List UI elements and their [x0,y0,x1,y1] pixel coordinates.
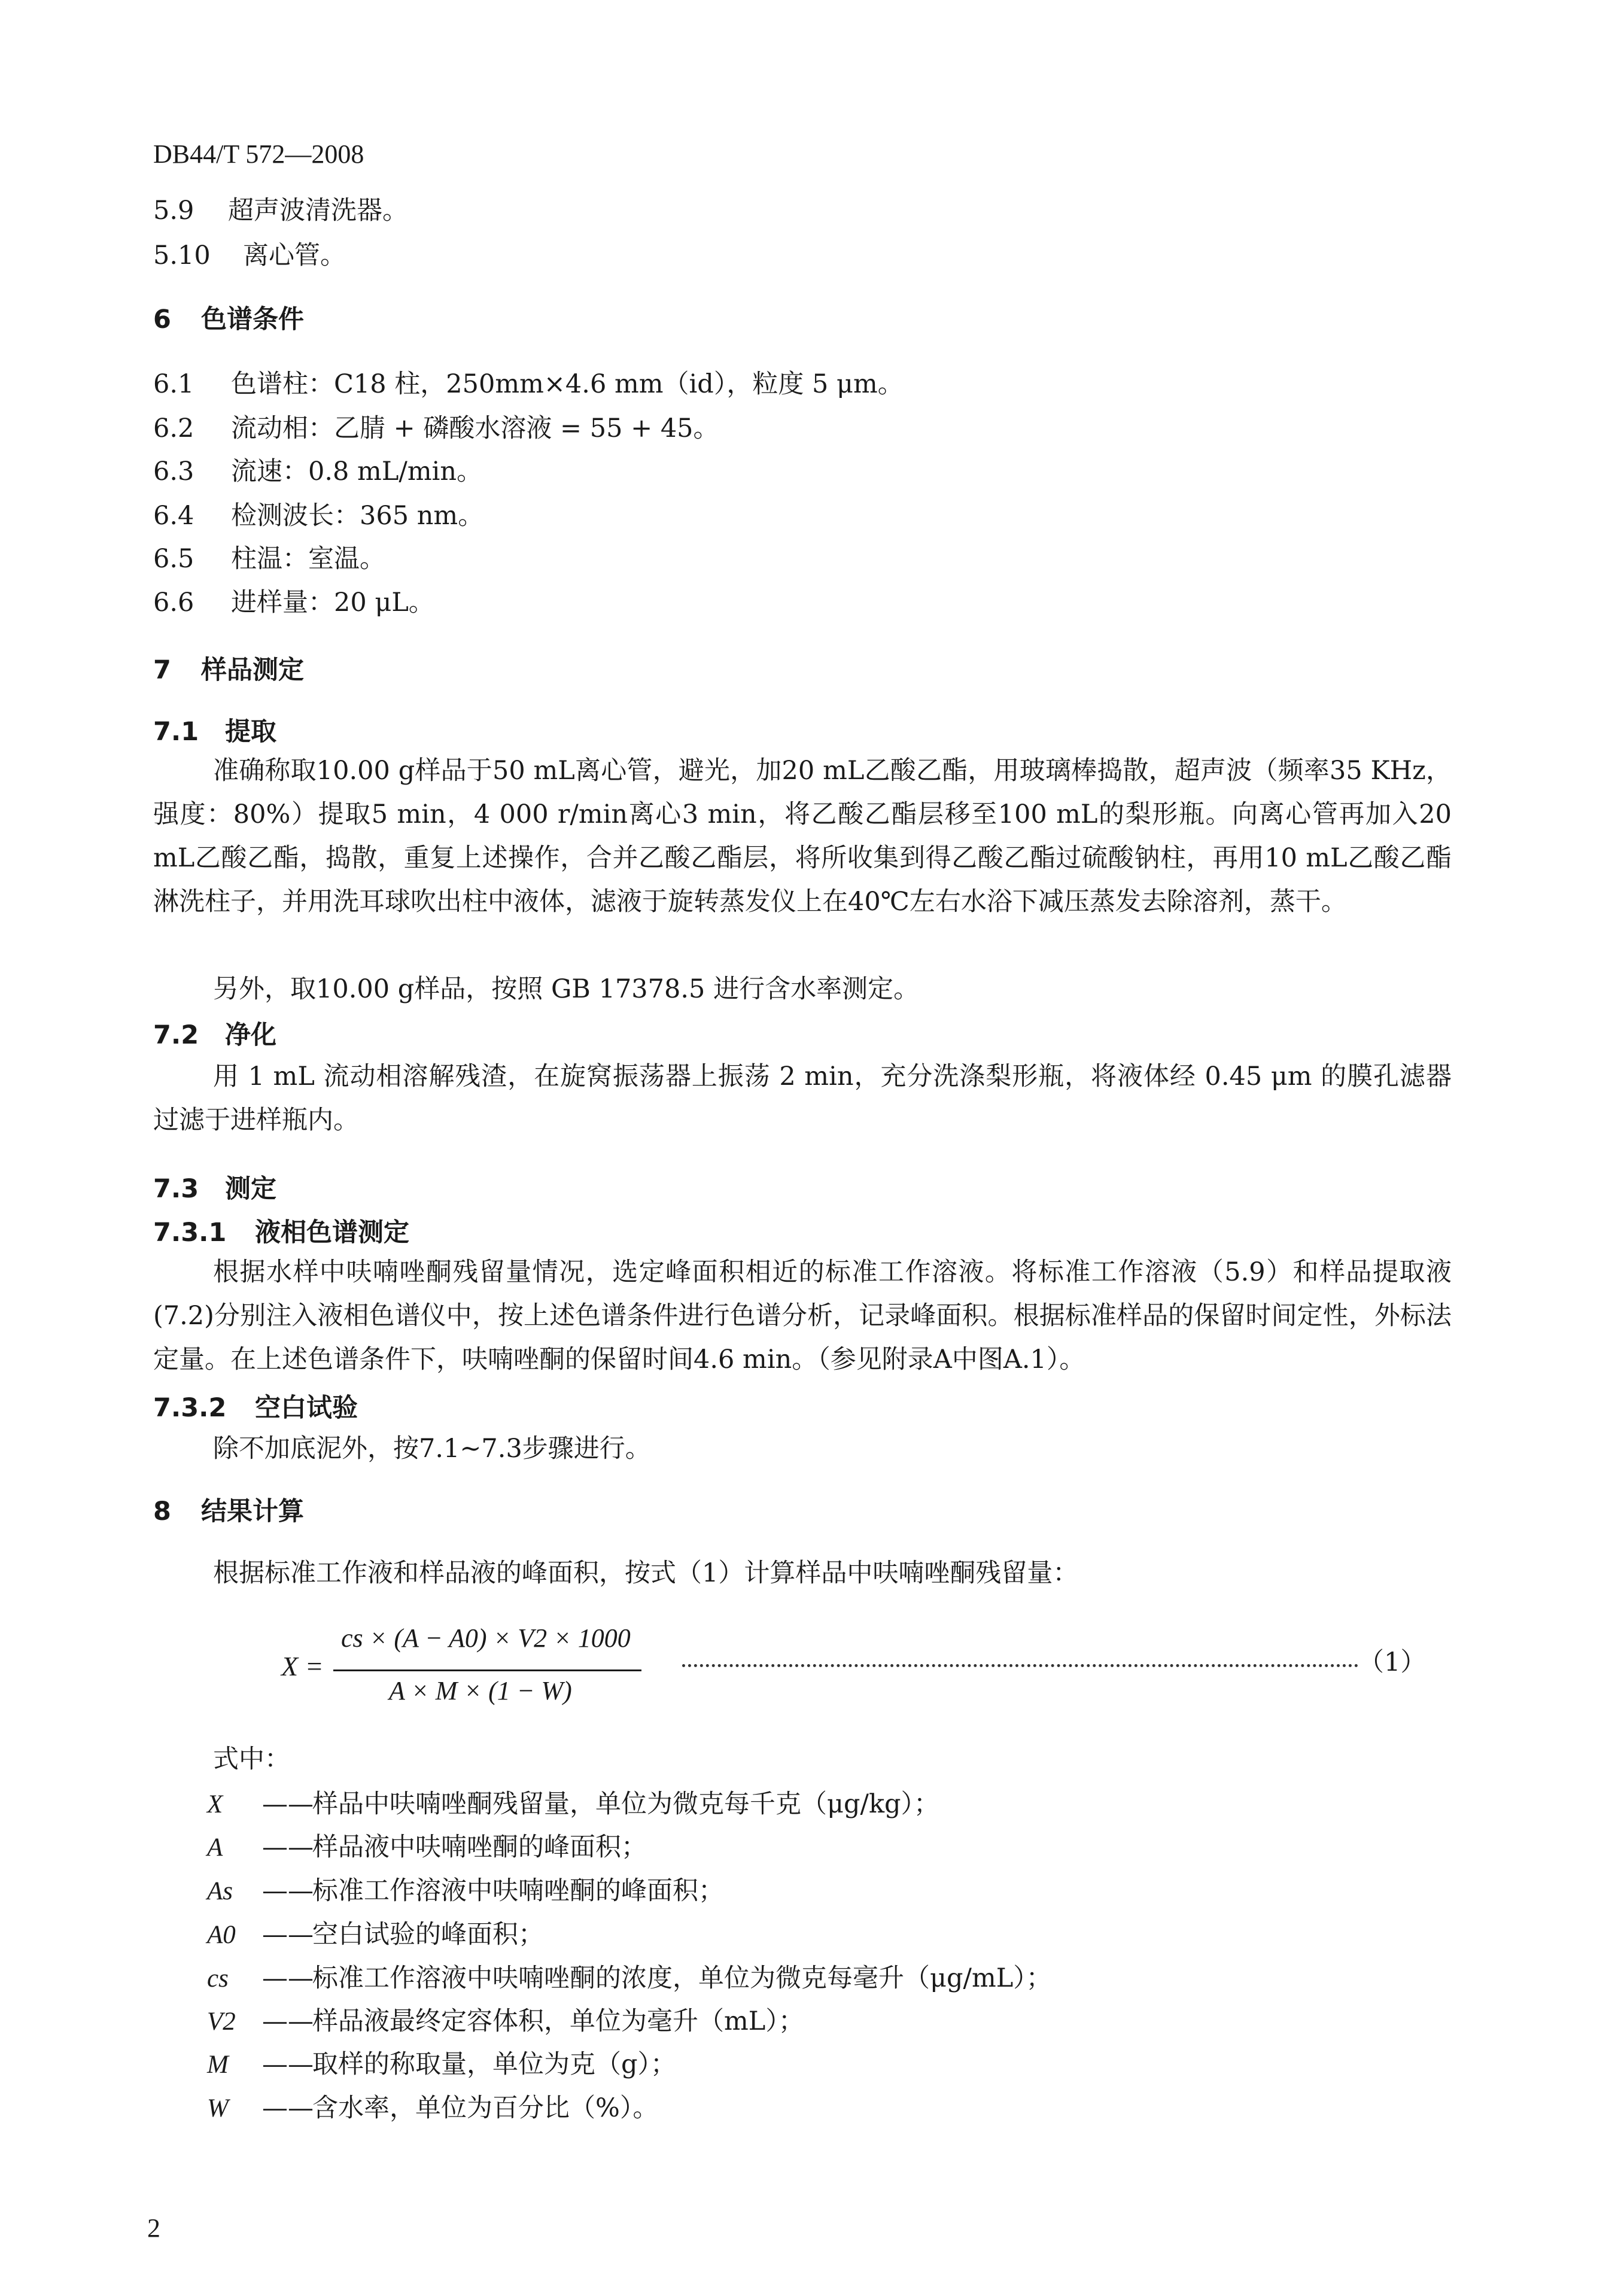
subsection-number: 7.3.2 [153,1393,227,1423]
symbol: A0 [207,1921,236,1949]
symbol: X [207,1790,223,1818]
formula-numerator: cs × (A − A0) × V2 × 1000 [341,1623,631,1653]
fraction-line [333,1669,641,1671]
subsection-heading [153,1215,409,1251]
item-text: 柱温：室温。 [231,544,385,574]
item-text: 离心管。 [243,241,346,270]
definition-text: 样品液中呋喃唑酮的峰面积； [312,1832,647,1862]
dash: —— [262,2006,314,2036]
dash: —— [262,2049,314,2079]
subsection-number: 7.1 [153,717,199,747]
section-number: 7 [153,655,171,685]
subsection-title: 液相色谱测定 [255,1218,409,1248]
definition-item [207,1917,544,1953]
document-header: DB44/T 572—2008 [153,139,364,169]
dash: —— [262,1789,314,1819]
symbol: M [207,2051,229,2079]
subsection-title: 提取 [225,717,276,747]
dash: —— [262,1832,314,1862]
symbol: As [207,1877,233,1905]
item-number: 6.6 [153,588,194,618]
item-number: 6.1 [153,369,194,399]
formula-denominator: A × M × (1 − W) [389,1676,572,1705]
subsection-number: 7.3 [153,1174,199,1204]
definition-item [207,1960,1052,1997]
list-item [153,193,408,229]
definition-text: 样品中呋喃唑酮残留量，单位为微克每千克（μg/kg）； [312,1789,940,1819]
formula-lhs: X = [281,1651,324,1681]
item-text: 检测波长：365 nm。 [231,501,484,531]
equation-number: （1） [1358,1647,1426,1677]
item-number: 5.9 [153,196,194,226]
section-number: 8 [153,1497,171,1526]
definition-item [207,2003,804,2040]
paragraph: 根据标准工作液和样品液的峰面积，按式（1）计算样品中呋喃唑酮残留量： [213,1558,1079,1588]
item-text: 色谱柱：C18 柱，250mm×4.6 mm（id），粒度 5 μm。 [231,369,904,399]
item-number: 6.2 [153,413,194,443]
paragraph: 用 1 mL 流动相溶解残渣，在旋窝振荡器上振荡 2 min，充分洗涤梨形瓶，将液体经 0.45 μm 的膜孔滤器过滤于进样瓶内。 [153,1062,1452,1135]
definition-text: 样品液最终定容体积，单位为毫升（mL）； [312,2006,804,2036]
dash: —— [262,1920,314,1950]
list-item [153,410,719,446]
dot-leader [682,1650,1358,1667]
section-title: 色谱条件 [201,305,304,334]
definition-text: 标准工作溶液中呋喃唑酮的峰面积； [312,1876,724,1906]
item-text: 流速：0.8 mL/min。 [231,457,483,486]
definition-text: 空白试验的峰面积； [312,1920,544,1950]
section-title: 结果计算 [201,1497,304,1526]
definition-text: 取样的称取量，单位为克（g）； [312,2049,677,2079]
list-item [153,585,434,621]
definition-item [207,1829,647,1866]
where-label: 式中： [213,1744,290,1774]
dash: —— [262,2093,314,2123]
symbol: V2 [207,2008,236,2036]
definition-item [207,2046,676,2083]
dash: —— [262,1963,314,1993]
paragraph: 准确称取10.00 g样品于50 mL离心管，避光，加20 mL乙酸乙酯，用玻璃棒捣散，超声波（频率35 KHz，强度：80%）提取5 min，4 000 r/min离心3 min，将乙酸乙酯层移至100 mL的梨形瓶。向离心管再加入20 mL乙酸乙酯，捣散，重复上述操作，合并乙酸乙酯层，将所收集到得乙酸乙酯过硫酸钠柱，再用10 mL乙酸乙酯淋洗柱子，并用洗耳球吹出柱中液体，滤液于旋转蒸发仪上在40℃左右水浴下减压蒸发去除溶剂，蒸干。 [153,756,1452,917]
definition-item [207,1873,724,1909]
symbol: W [207,2094,229,2122]
paragraph: 另外，取10.00 g样品，按照 GB 17378.5 进行含水率测定。 [213,974,920,1004]
item-text: 超声波清洗器。 [228,196,408,226]
item-number: 6.5 [153,544,194,574]
symbol: cs [207,1964,229,1993]
page-number: 2 [147,2213,160,2243]
item-number: 6.4 [153,501,194,531]
subsection-heading [153,1390,358,1426]
list-item [153,498,483,534]
item-number: 6.3 [153,457,194,486]
paragraph: 除不加底泥外，按7.1~7.3步骤进行。 [213,1434,651,1464]
list-item [153,238,346,273]
paragraph: 根据水样中呋喃唑酮残留量情况，选定峰面积相近的标准工作溶液。将标准工作溶液（5.9）和样品提取液(7.2)分别注入液相色谱仪中，按上述色谱条件进行色谱分析，记录峰面积。根据标准样品的保留时间定性，外标法定量。在上述色谱条件下，呋喃唑酮的保留时间4.6 min。（参见附录A中图A.1）。 [153,1257,1452,1374]
subsection-heading [153,714,276,750]
subsection-heading [153,1017,276,1053]
section-heading [153,1494,304,1529]
symbol: A [207,1833,223,1862]
item-number: 5.10 [153,241,211,270]
list-item [153,366,904,402]
section-heading [153,302,304,337]
section-number: 6 [153,305,171,334]
dash: —— [262,1876,314,1906]
list-item [153,541,385,577]
subsection-title: 测定 [225,1174,276,1204]
definition-text: 含水率，单位为百分比（%）。 [312,2093,659,2123]
subsection-number: 7.3.1 [153,1218,227,1248]
subsection-title: 净化 [225,1020,276,1050]
subsection-number: 7.2 [153,1020,199,1050]
subsection-title: 空白试验 [255,1393,358,1423]
section-heading [153,652,304,688]
item-text: 进样量：20 μL。 [231,588,434,618]
definition-item [207,1786,939,1823]
list-item [153,454,482,489]
section-title: 样品测定 [201,655,304,685]
subsection-heading [153,1171,276,1207]
definition-item [207,2090,658,2127]
item-text: 流动相：乙腈 + 磷酸水溶液 = 55 + 45。 [231,413,719,443]
definition-text: 标准工作溶液中呋喃唑酮的浓度，单位为微克每毫升（μg/mL）； [312,1963,1052,1993]
